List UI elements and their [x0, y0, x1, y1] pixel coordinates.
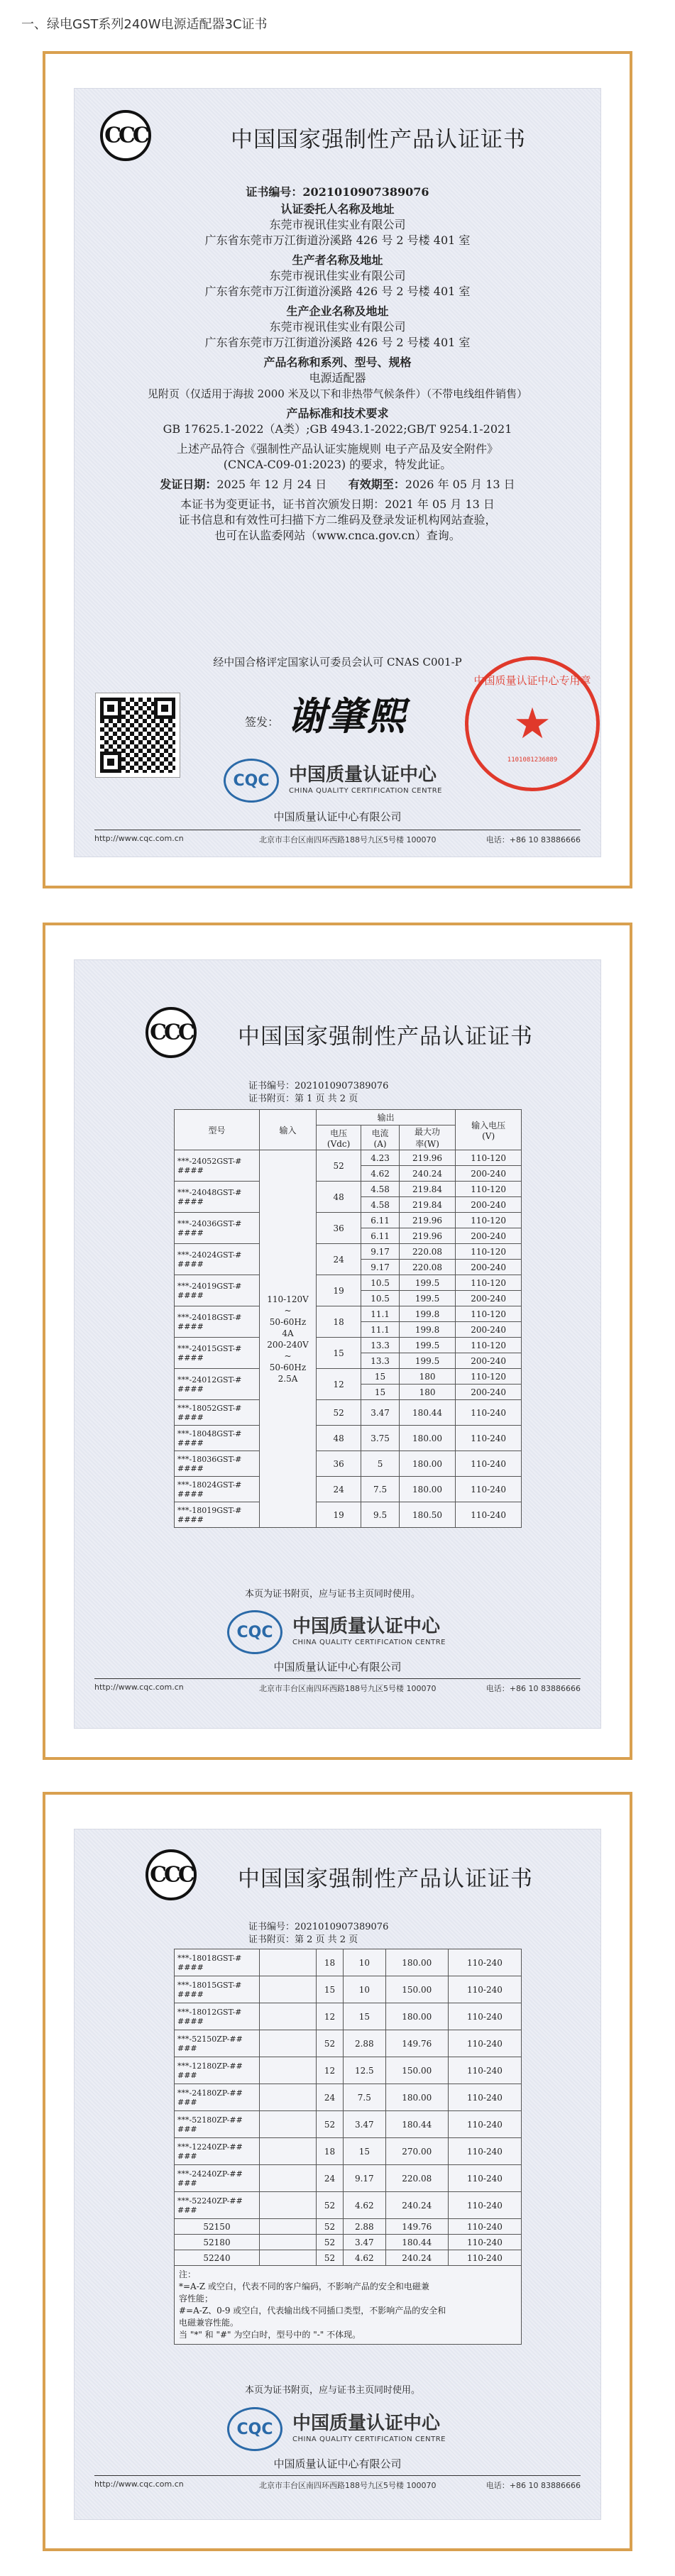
- input-voltage-cell: 110-240: [448, 2030, 521, 2057]
- cert-title: 中国国家强制性产品认证证书: [231, 127, 526, 153]
- power-cell: 180.44: [399, 1400, 455, 1426]
- voltage-cell: 19: [317, 1275, 361, 1306]
- voltage-cell: 36: [317, 1213, 361, 1244]
- voltage-cell: 18: [317, 1949, 344, 1976]
- header-power: 最大功 率(W): [399, 1125, 455, 1150]
- voltage-cell: 15: [317, 1976, 344, 2003]
- current-cell: 3.75: [361, 1426, 400, 1451]
- voltage-cell: 52: [317, 2030, 344, 2057]
- model-cell: ***-24019GST-# ####: [175, 1275, 260, 1306]
- input-voltage-cell: 110-240: [448, 1949, 521, 1976]
- model-cell: ***-18048GST-# ####: [175, 1426, 260, 1451]
- current-cell: 10.5: [361, 1275, 400, 1291]
- table-row: [175, 1213, 522, 1228]
- current-cell: 4.58: [361, 1197, 400, 1213]
- table-row: [175, 1502, 522, 1528]
- input-voltage-cell: 110-240: [448, 1976, 521, 2003]
- voltage-cell: 24: [317, 1244, 361, 1275]
- power-cell: 180.00: [399, 1451, 455, 1477]
- current-cell: 7.5: [361, 1477, 400, 1502]
- table-row: [175, 2235, 522, 2250]
- power-cell: 180.44: [385, 2111, 448, 2138]
- voltage-cell: 19: [317, 1502, 361, 1528]
- table-row: [175, 2192, 522, 2219]
- appendix-sheet-1: [74, 959, 601, 1729]
- power-cell: 240.24: [385, 2192, 448, 2219]
- voltage-cell: 52: [317, 2219, 344, 2235]
- current-cell: 9.17: [344, 2165, 386, 2192]
- current-cell: 12.5: [344, 2057, 386, 2084]
- input-voltage-cell: 110-240: [448, 2235, 521, 2250]
- current-cell: 9.17: [361, 1244, 400, 1260]
- power-cell: 199.8: [399, 1322, 455, 1338]
- voltage-cell: 52: [317, 2235, 344, 2250]
- voltage-cell: 15: [317, 1338, 361, 1369]
- voltage-cell: 24: [317, 1477, 361, 1502]
- model-cell: ***-24048GST-# ####: [175, 1182, 260, 1213]
- voltage-cell: 52: [317, 2111, 344, 2138]
- voltage-cell: 18: [317, 1306, 361, 1338]
- current-cell: 15: [361, 1369, 400, 1385]
- voltage-cell: 24: [317, 2165, 344, 2192]
- model-cell: ***-24240ZP-## ###: [175, 2165, 260, 2192]
- input-cell: [260, 2219, 317, 2235]
- model-cell: ***-24052GST-# ####: [175, 1150, 260, 1182]
- voltage-cell: 48: [317, 1426, 361, 1451]
- spec-table-1: [174, 1109, 522, 1528]
- current-cell: 2.88: [344, 2219, 386, 2235]
- standard-text: GB 17625.1-2022（A类）;GB 4943.1-2022;GB/T 9254.1-2021: [163, 422, 512, 436]
- power-cell: 150.00: [385, 2057, 448, 2084]
- current-cell: 13.3: [361, 1338, 400, 1353]
- current-cell: 15: [344, 2003, 386, 2030]
- cqc-logo: CQC 中国质量认证中心 CHINA QUALITY CERTIFICATION CENTRE: [227, 1607, 440, 1657]
- voltage-cell: 52: [317, 1150, 361, 1182]
- current-cell: 11.1: [361, 1322, 400, 1338]
- input-cell: [260, 2165, 317, 2192]
- header-model: 型号: [175, 1110, 260, 1150]
- input-voltage-cell: 110-120: [456, 1244, 522, 1260]
- input-cell: [260, 2057, 317, 2084]
- power-cell: 270.00: [385, 2138, 448, 2165]
- footer-address: 北京市丰台区南四环西路188号九区5号楼 100070: [259, 835, 437, 844]
- input-voltage-cell: 110-120: [456, 1369, 522, 1385]
- cqc-mark-icon: CQC: [227, 1610, 282, 1654]
- table-row: [175, 2057, 522, 2084]
- table-row: [175, 1426, 522, 1451]
- power-cell: 149.76: [385, 2030, 448, 2057]
- table-notes: 注： *=A-Z 或空白，代表不同的客户编码，不影响产品的安全和电磁兼 容性能； #=A-Z、0-9 或空白，代表输出线不同插口类型，不影响产品的安全和 电磁兼容性能。 当 "*" 和 "#" 为空白时，型号中的 "-" 不体现。: [175, 2266, 522, 2345]
- voltage-cell: 12: [317, 2003, 344, 2030]
- cert-number: 证书编号：2021010907389076: [248, 1081, 389, 1091]
- ccc-logo-icon: CCC: [146, 1007, 197, 1058]
- input-voltage-cell: 200-240: [456, 1228, 522, 1244]
- input-voltage-cell: 200-240: [456, 1166, 522, 1182]
- model-cell: ***-12240ZP-## ###: [175, 2138, 260, 2165]
- org-name: 中国质量认证中心有限公司: [273, 2457, 402, 2470]
- model-cell: ***-18019GST-# ####: [175, 1502, 260, 1528]
- voltage-cell: 24: [317, 2084, 344, 2111]
- standard-label: 产品标准和技术要求: [286, 407, 389, 420]
- input-voltage-cell: 110-240: [448, 2084, 521, 2111]
- current-cell: 6.11: [361, 1228, 400, 1244]
- input-voltage-cell: 110-240: [456, 1502, 522, 1528]
- product-spec: 见附页（仅适用于海拔 2000 米及以下和非热带气候条件）（不带电线组件销售）: [147, 387, 528, 400]
- footer-url[interactable]: http://www.cqc.com.cn: [94, 1683, 184, 1692]
- voltage-cell: 48: [317, 1182, 361, 1213]
- table-row: [175, 2165, 522, 2192]
- header-current: 电流 (A): [361, 1125, 400, 1150]
- model-cell: ***-52180ZP-## ###: [175, 2111, 260, 2138]
- applicant-label: 认证委托人名称及地址: [280, 202, 395, 216]
- voltage-cell: 18: [317, 2138, 344, 2165]
- voltage-cell: 12: [317, 2057, 344, 2084]
- current-cell: 7.5: [344, 2084, 386, 2111]
- table-row: [175, 1400, 522, 1426]
- input-spec-cell: 110-120V ~ 50-60Hz 4A 200-240V ~ 50-60Hz 2.5A: [260, 1150, 317, 1528]
- footer-address: 北京市丰台区南四环西路188号九区5号楼 100070: [259, 2481, 437, 2490]
- page-info: 证书附页：第 2 页 共 2 页: [248, 1934, 358, 1945]
- footer-url[interactable]: http://www.cqc.com.cn: [94, 2479, 184, 2489]
- input-voltage-cell: 110-240: [456, 1426, 522, 1451]
- spec-table-2: [174, 1949, 522, 2345]
- cqc-mark-icon: CQC: [224, 759, 279, 803]
- power-cell: 199.8: [399, 1306, 455, 1322]
- current-cell: 15: [361, 1385, 400, 1400]
- input-voltage-cell: 110-240: [448, 2057, 521, 2084]
- applicant-address: 广东省东莞市万江街道汾溪路 426 号 2 号楼 401 室: [204, 233, 471, 247]
- model-cell: ***-24018GST-# ####: [175, 1306, 260, 1338]
- product-name: 电源适配器: [309, 371, 366, 385]
- input-voltage-cell: 110-240: [456, 1400, 522, 1426]
- certificate-page-2: [43, 923, 632, 1760]
- footer-url[interactable]: http://www.cqc.com.cn: [94, 834, 184, 843]
- current-cell: 4.62: [344, 2250, 386, 2266]
- header-input-voltage: 输入电压 (V): [456, 1110, 522, 1150]
- cert-title: 中国国家强制性产品认证证书: [238, 1024, 533, 1050]
- footer-phone: 电话：+86 10 83886666: [485, 2481, 581, 2490]
- model-cell: ***-18052GST-# ####: [175, 1400, 260, 1426]
- product-label: 产品名称和系列、型号、规格: [263, 356, 412, 369]
- input-cell: [260, 2250, 317, 2266]
- power-cell: 219.96: [399, 1150, 455, 1166]
- input-cell: [260, 2192, 317, 2219]
- cert-title: 中国国家强制性产品认证证书: [238, 1866, 533, 1892]
- current-cell: 10.5: [361, 1291, 400, 1306]
- current-cell: 11.1: [361, 1306, 400, 1322]
- red-seal-icon: 中国质量认证中心专用章 ★ 1101081236889: [465, 656, 600, 791]
- model-cell: ***-18024GST-# ####: [175, 1477, 260, 1502]
- current-cell: 5: [361, 1451, 400, 1477]
- table-row: [175, 1306, 522, 1322]
- power-cell: 199.5: [399, 1291, 455, 1306]
- rule-text-1: 上述产品符合《强制性产品认证实施规则 电子产品及安全附件》: [176, 442, 499, 456]
- table-row: [175, 1976, 522, 2003]
- input-cell: [260, 2003, 317, 2030]
- header-voltage: 电压 (Vdc): [317, 1125, 361, 1150]
- input-voltage-cell: 110-120: [456, 1150, 522, 1166]
- footer-phone: 电话：+86 10 83886666: [485, 1684, 581, 1693]
- input-voltage-cell: 110-120: [456, 1275, 522, 1291]
- input-cell: [260, 2111, 317, 2138]
- model-cell: ***-18036GST-# ####: [175, 1451, 260, 1477]
- current-cell: 3.47: [344, 2235, 386, 2250]
- appendix-sheet-2: [74, 1829, 601, 2520]
- table-row: [175, 2003, 522, 2030]
- appendix-note: 本页为证书附页，应与证书主页同时使用。: [245, 1589, 421, 1600]
- dates-line: 发证日期：2025 年 12 月 24 日 有效期至：2026 年 05 月 13 日: [160, 478, 515, 491]
- accreditation-line: 经中国合格评定国家认可委员会认可 CNAS C001-P: [213, 656, 462, 668]
- power-cell: 219.96: [399, 1213, 455, 1228]
- factory-name: 东莞市视讯佳实业有限公司: [269, 320, 406, 334]
- footer-address: 北京市丰台区南四环西路188号九区5号楼 100070: [259, 1684, 437, 1693]
- model-cell: ***-24036GST-# ####: [175, 1213, 260, 1244]
- manufacturer-address: 广东省东莞市万江街道汾溪路 426 号 2 号楼 401 室: [204, 285, 471, 298]
- power-cell: 180.00: [399, 1477, 455, 1502]
- applicant-name: 东莞市视讯佳实业有限公司: [269, 218, 406, 231]
- table-row: [175, 2219, 522, 2235]
- cert-number: 证书编号：2021010907389076: [248, 1922, 389, 1932]
- voltage-cell: 52: [317, 2192, 344, 2219]
- input-voltage-cell: 200-240: [456, 1322, 522, 1338]
- current-cell: 13.3: [361, 1353, 400, 1369]
- input-voltage-cell: 200-240: [456, 1291, 522, 1306]
- appendix-note: 本页为证书附页，应与证书主页同时使用。: [245, 2385, 421, 2396]
- table-row: [175, 1182, 522, 1197]
- model-cell: ***-18012GST-# ####: [175, 2003, 260, 2030]
- input-voltage-cell: 110-240: [448, 2192, 521, 2219]
- table-row: [175, 1451, 522, 1477]
- qr-code-icon[interactable]: [96, 693, 180, 777]
- model-cell: ***-24024GST-# ####: [175, 1244, 260, 1275]
- power-cell: 180.00: [385, 2084, 448, 2111]
- signature: 谢肇熙: [287, 693, 407, 739]
- header-input: 输入: [260, 1110, 317, 1150]
- power-cell: 180.00: [385, 2003, 448, 2030]
- current-cell: 3.47: [344, 2111, 386, 2138]
- current-cell: 9.5: [361, 1502, 400, 1528]
- input-voltage-cell: 200-240: [456, 1353, 522, 1369]
- input-cell: [260, 2138, 317, 2165]
- footer-phone: 电话：+86 10 83886666: [485, 835, 581, 844]
- manufacturer-label: 生产者名称及地址: [292, 253, 383, 267]
- voltage-cell: 12: [317, 1369, 361, 1400]
- current-cell: 2.88: [344, 2030, 386, 2057]
- power-cell: 240.24: [385, 2250, 448, 2266]
- input-voltage-cell: 110-240: [456, 1477, 522, 1502]
- power-cell: 220.08: [399, 1244, 455, 1260]
- current-cell: 4.62: [361, 1166, 400, 1182]
- input-cell: [260, 2030, 317, 2057]
- table-row: [175, 1477, 522, 1502]
- current-cell: 4.62: [344, 2192, 386, 2219]
- model-cell: 52150: [175, 2219, 260, 2235]
- current-cell: 4.23: [361, 1150, 400, 1166]
- power-cell: 180.00: [399, 1426, 455, 1451]
- input-cell: [260, 2235, 317, 2250]
- sign-label: 签发：: [245, 715, 280, 729]
- power-cell: 149.76: [385, 2219, 448, 2235]
- power-cell: 219.96: [399, 1228, 455, 1244]
- current-cell: 4.58: [361, 1182, 400, 1197]
- power-cell: 180.50: [399, 1502, 455, 1528]
- section-title: 一、绿电GST系列240W电源适配器3C证书: [21, 17, 268, 32]
- table-row: [175, 1338, 522, 1353]
- model-cell: ***-12180ZP-## ###: [175, 2057, 260, 2084]
- factory-address: 广东省东莞市万江街道汾溪路 426 号 2 号楼 401 室: [204, 336, 471, 349]
- power-cell: 180.44: [385, 2235, 448, 2250]
- model-cell: ***-52240ZP-## ###: [175, 2192, 260, 2219]
- input-voltage-cell: 110-240: [448, 2138, 521, 2165]
- voltage-cell: 52: [317, 2250, 344, 2266]
- model-cell: 52240: [175, 2250, 260, 2266]
- table-row: [175, 2111, 522, 2138]
- input-voltage-cell: 110-240: [448, 2111, 521, 2138]
- cqc-logo: CQC 中国质量认证中心 CHINA QUALITY CERTIFICATION CENTRE: [227, 2404, 440, 2454]
- input-voltage-cell: 110-240: [448, 2250, 521, 2266]
- input-voltage-cell: 110-120: [456, 1213, 522, 1228]
- table-row: [175, 1150, 522, 1166]
- ccc-logo-icon: CCC: [146, 1849, 197, 1900]
- current-cell: 10: [344, 1976, 386, 2003]
- current-cell: 9.17: [361, 1260, 400, 1275]
- input-voltage-cell: 200-240: [456, 1260, 522, 1275]
- current-cell: 15: [344, 2138, 386, 2165]
- power-cell: 180: [399, 1385, 455, 1400]
- input-voltage-cell: 200-240: [456, 1197, 522, 1213]
- input-voltage-cell: 110-240: [448, 2219, 521, 2235]
- power-cell: 219.84: [399, 1182, 455, 1197]
- power-cell: 220.08: [385, 2165, 448, 2192]
- manufacturer-name: 东莞市视讯佳实业有限公司: [269, 269, 406, 282]
- power-cell: 219.84: [399, 1197, 455, 1213]
- model-cell: 52180: [175, 2235, 260, 2250]
- model-cell: ***-24015GST-# ####: [175, 1338, 260, 1369]
- input-voltage-cell: 110-120: [456, 1182, 522, 1197]
- header-output: 输出: [317, 1110, 456, 1125]
- power-cell: 199.5: [399, 1353, 455, 1369]
- voltage-cell: 36: [317, 1451, 361, 1477]
- power-cell: 220.08: [399, 1260, 455, 1275]
- current-cell: 3.47: [361, 1400, 400, 1426]
- power-cell: 240.24: [399, 1166, 455, 1182]
- ccc-logo-icon: CCC: [100, 110, 151, 161]
- input-voltage-cell: 110-240: [448, 2003, 521, 2030]
- table-row: [175, 2250, 522, 2266]
- model-cell: ***-18015GST-# ####: [175, 1976, 260, 2003]
- model-cell: ***-24012GST-# ####: [175, 1369, 260, 1400]
- model-cell: ***-24180ZP-## ###: [175, 2084, 260, 2111]
- table-row: [175, 2030, 522, 2057]
- org-name: 中国质量认证中心有限公司: [273, 810, 402, 823]
- page-info: 证书附页：第 1 页 共 2 页: [248, 1094, 358, 1104]
- table-row: [175, 1244, 522, 1260]
- table-row: [175, 2138, 522, 2165]
- verify-note: 证书信息和有效性可扫描下方二维码及登录发证机构网站查验，: [178, 513, 497, 527]
- change-note: 本证书为变更证书，证书首次颁发日期：2021 年 05 月 13 日: [180, 497, 495, 511]
- model-cell: ***-52150ZP-## ###: [175, 2030, 260, 2057]
- table-row: [175, 1369, 522, 1385]
- cqc-logo: CQC 中国质量认证中心 CHINA QUALITY CERTIFICATION CENTRE: [224, 756, 437, 805]
- power-cell: 199.5: [399, 1275, 455, 1291]
- input-cell: [260, 1976, 317, 2003]
- footer-rule: [94, 1678, 581, 1679]
- voltage-cell: 52: [317, 1400, 361, 1426]
- certificate-sheet: [74, 88, 601, 857]
- input-cell: [260, 2084, 317, 2111]
- input-voltage-cell: 110-240: [448, 2165, 521, 2192]
- model-cell: ***-18018GST-# ####: [175, 1949, 260, 1976]
- footer-rule: [94, 2475, 581, 2476]
- table-row: [175, 1275, 522, 1291]
- input-cell: [260, 1949, 317, 1976]
- power-cell: 150.00: [385, 1976, 448, 2003]
- rule-text-2: (CNCA-C09-01:2023) 的要求，特发此证。: [223, 458, 452, 471]
- factory-label: 生产企业名称及地址: [286, 304, 389, 318]
- cqc-mark-icon: CQC: [227, 2407, 282, 2451]
- cert-number: 证书编号：2021010907389076: [246, 185, 429, 199]
- certificate-page-3: [43, 1792, 632, 2551]
- current-cell: 6.11: [361, 1213, 400, 1228]
- table-row: [175, 2084, 522, 2111]
- input-voltage-cell: 200-240: [456, 1385, 522, 1400]
- power-cell: 180.00: [385, 1949, 448, 1976]
- cnca-note: 也可在认监委网站（www.cnca.gov.cn）查询。: [214, 529, 461, 542]
- current-cell: 10: [344, 1949, 386, 1976]
- org-name: 中国质量认证中心有限公司: [273, 1661, 402, 1673]
- certificate-page-1: [43, 51, 632, 888]
- power-cell: 180: [399, 1369, 455, 1385]
- input-voltage-cell: 110-120: [456, 1338, 522, 1353]
- power-cell: 199.5: [399, 1338, 455, 1353]
- input-voltage-cell: 110-120: [456, 1306, 522, 1322]
- input-voltage-cell: 110-240: [456, 1451, 522, 1477]
- table-row: [175, 1949, 522, 1976]
